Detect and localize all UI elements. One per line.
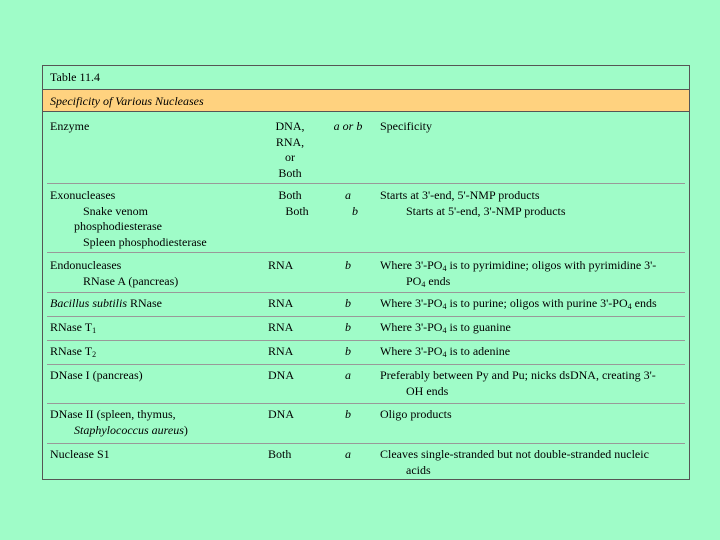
- row-divider: [47, 364, 685, 365]
- specificity-cell: [380, 258, 684, 289]
- attack-value: b: [345, 344, 351, 358]
- specificity-text: Where 3'-PO: [380, 344, 443, 358]
- attack-value: b: [345, 407, 351, 421]
- row-divider: [47, 292, 685, 293]
- enzyme-text: Nuclease S1: [50, 447, 110, 461]
- table-caption: Specificity of Various Nucleases: [50, 94, 204, 108]
- enzyme-cell: [50, 320, 250, 336]
- enzyme-cell: [50, 407, 250, 438]
- specificity-cell: [380, 296, 684, 312]
- attack-value: b: [345, 258, 351, 272]
- species-name: Bacillus subtilis: [50, 296, 128, 310]
- row-divider: [47, 340, 685, 341]
- attack-value: a: [345, 447, 351, 461]
- enzyme-line: RNase A (pancreas): [83, 273, 179, 288]
- attack-value: a: [345, 188, 351, 202]
- table-caption-row: [43, 90, 689, 112]
- specificity-line: Starts at 5'-end, 3'-NMP products: [406, 203, 566, 218]
- attack-value: a: [345, 368, 351, 382]
- table-number: Table 11.4: [50, 70, 101, 84]
- specificity-line: acids: [406, 462, 431, 477]
- enzyme-group-label: Exonucleases: [50, 188, 116, 202]
- header-substrate-line: or: [285, 150, 295, 164]
- specificity-cell: [380, 344, 684, 360]
- substrate-value: Both: [268, 447, 292, 461]
- enzyme-cell: [50, 296, 250, 312]
- specificity-text: Where 3'-PO: [380, 258, 443, 272]
- substrate-value: RNA: [268, 344, 294, 358]
- row-divider: [47, 403, 685, 404]
- specificity-line: OH ends: [406, 383, 449, 398]
- enzyme-line: Snake venom: [83, 203, 148, 218]
- header-specificity: Specificity: [380, 119, 432, 133]
- subscript: 4: [421, 279, 426, 289]
- enzyme-line: phosphodiesterase: [74, 219, 162, 233]
- substrate-value: Both: [278, 188, 302, 202]
- attack-value: b: [352, 203, 358, 218]
- enzyme-group-label: Endonucleases: [50, 258, 122, 272]
- specificity-cell: [380, 188, 684, 219]
- specificity-cell: [380, 447, 684, 478]
- header-attack: a or b: [333, 119, 363, 133]
- header-enzyme: Enzyme: [50, 119, 90, 133]
- header-substrate-line: RNA,: [275, 134, 305, 149]
- substrate-value: DNA: [268, 368, 294, 382]
- row-divider: [47, 183, 685, 184]
- specificity-text: Where 3'-PO: [380, 320, 443, 334]
- header-substrate: [261, 119, 319, 181]
- enzyme-cell: [50, 344, 250, 360]
- substrate-value: RNA: [268, 258, 294, 272]
- enzyme-line: Spleen phosphodiesterase: [83, 234, 207, 249]
- header-substrate-line: DNA,: [275, 119, 305, 133]
- species-name: Staphylococcus aureus: [74, 422, 184, 437]
- specificity-text: Where 3'-PO: [380, 296, 443, 310]
- enzyme-text: ): [183, 422, 188, 437]
- table-number-row: [43, 66, 689, 90]
- specificity-text: ends: [425, 273, 451, 288]
- subscript: 4: [442, 350, 447, 359]
- substrate-value: RNA: [268, 296, 294, 310]
- attack-value: b: [345, 296, 351, 310]
- row-divider: [47, 252, 685, 253]
- specificity-text: ends: [631, 296, 657, 310]
- specificity-text: is to pyrimidine; oligos with pyrimidine 3'-: [446, 258, 657, 272]
- enzyme-text: RNase: [127, 296, 163, 310]
- enzyme-text: DNase I (pancreas): [50, 368, 143, 382]
- substrate-cell: [261, 188, 319, 219]
- attack-value: b: [345, 320, 351, 334]
- specificity-line: Starts at 3'-end, 5'-NMP products: [380, 188, 540, 202]
- specificity-text: PO: [406, 273, 422, 288]
- nuclease-table: [42, 65, 690, 480]
- specificity-cell: [380, 320, 684, 336]
- subscript: 4: [442, 264, 447, 273]
- enzyme-cell: [50, 188, 250, 250]
- specificity-cell: [380, 368, 684, 399]
- subscript: 4: [627, 302, 632, 311]
- enzyme-text: RNase T: [50, 344, 93, 358]
- specificity-line: Cleaves single-stranded but not double-stranded nucleic: [380, 447, 649, 461]
- specificity-line: Preferably between Py and Pu; nicks dsDNA, creating 3'-: [380, 368, 656, 382]
- substrate-value: RNA: [268, 320, 294, 334]
- substrate-value: Both: [285, 203, 309, 218]
- subscript: 1: [92, 326, 97, 335]
- enzyme-text: RNase T: [50, 320, 93, 334]
- specificity-line: Oligo products: [380, 407, 452, 421]
- row-divider: [47, 443, 685, 444]
- substrate-value: DNA: [268, 407, 294, 421]
- subscript: 4: [442, 326, 447, 335]
- subscript: 2: [92, 350, 97, 359]
- enzyme-line: DNase II (spleen, thymus,: [50, 407, 176, 421]
- specificity-text: is to guanine: [446, 320, 511, 334]
- row-divider: [47, 316, 685, 317]
- specificity-text: is to adenine: [446, 344, 511, 358]
- header-substrate-line: Both: [278, 165, 302, 180]
- attack-cell: [328, 188, 368, 219]
- specificity-text: is to purine; oligos with purine 3'-PO: [446, 296, 628, 310]
- subscript: 4: [442, 302, 447, 311]
- enzyme-cell: [50, 258, 250, 289]
